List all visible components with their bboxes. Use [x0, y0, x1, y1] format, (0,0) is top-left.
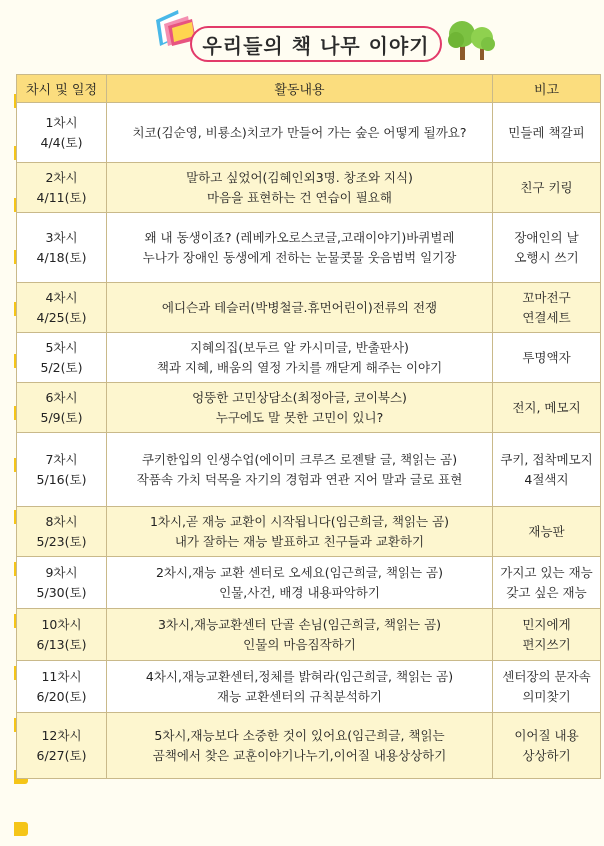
activity-cell [107, 557, 493, 609]
activity-line: 누나가 장애인 동생에게 전하는 눈물콧물 웃음범벅 일기장 [142, 249, 457, 265]
session-date: 6/13(토) [36, 636, 87, 652]
session-cell [17, 213, 107, 283]
table-row [17, 433, 601, 507]
activity-cell [107, 383, 493, 433]
header [0, 0, 604, 72]
note-cell [493, 557, 601, 609]
note-line: 전지, 메모지 [512, 399, 581, 415]
note-cell [493, 283, 601, 333]
activity-line: 인물,사건, 배경 내용파악하기 [219, 584, 380, 600]
note-line: 장애인의 날 [514, 229, 579, 245]
session-cell [17, 333, 107, 383]
activity-cell [107, 163, 493, 213]
session-date: 4/11(토) [36, 189, 87, 205]
schedule-table [16, 74, 601, 779]
session-label: 10차시 [41, 616, 82, 632]
session-cell [17, 283, 107, 333]
activity-line: 재능 교환센터의 규칙분석하기 [217, 688, 382, 704]
column-header-note: 비고 [493, 75, 601, 103]
note-line: 4절색지 [524, 471, 569, 487]
table-row [17, 507, 601, 557]
activity-cell [107, 333, 493, 383]
session-label: 9차시 [45, 564, 78, 580]
binder-notch [14, 822, 28, 836]
note-cell [493, 383, 601, 433]
table-row [17, 609, 601, 661]
tree-icon [446, 14, 498, 62]
table-row [17, 103, 601, 163]
activity-line: 지혜의집(보두르 알 카시미글, 반출판사) [190, 339, 409, 355]
activity-cell [107, 507, 493, 557]
session-date: 4/4(토) [40, 134, 83, 150]
note-line: 오행시 쓰기 [514, 249, 579, 265]
table-row [17, 213, 601, 283]
page-title: 우리들의 책 나무 이야기 [202, 33, 430, 58]
session-label: 1차시 [45, 114, 78, 130]
table-row [17, 557, 601, 609]
note-line: 의미찾기 [522, 688, 571, 704]
session-label: 6차시 [45, 389, 78, 405]
session-cell [17, 507, 107, 557]
note-cell [493, 713, 601, 779]
note-cell [493, 609, 601, 661]
note-line: 민들레 책갈피 [508, 124, 585, 140]
note-line: 상상하기 [522, 747, 571, 763]
session-cell [17, 383, 107, 433]
column-header-activity: 활동내용 [107, 75, 493, 103]
schedule-board [14, 74, 600, 832]
session-date: 5/30(토) [36, 584, 87, 600]
note-line: 갖고 싶은 재능 [506, 584, 587, 600]
session-date: 4/18(토) [36, 249, 87, 265]
session-cell [17, 163, 107, 213]
session-cell [17, 433, 107, 507]
activity-cell [107, 213, 493, 283]
table-header-row [17, 75, 601, 103]
note-cell [493, 507, 601, 557]
session-date: 4/25(토) [36, 309, 87, 325]
activity-line: 엉뚱한 고민상담소(최정아글, 코이북스) [192, 389, 407, 405]
activity-line: 5차시,재능보다 소중한 것이 있어요(임근희글, 책읽는 [154, 727, 445, 743]
activity-cell [107, 433, 493, 507]
session-cell [17, 557, 107, 609]
table-row [17, 661, 601, 713]
session-label: 7차시 [45, 451, 78, 467]
activity-line: 치코(김순영, 비룡소)치코가 만들어 가는 숲은 어떻게 될까요? [132, 124, 467, 140]
activity-cell [107, 103, 493, 163]
session-date: 6/27(토) [36, 747, 87, 763]
note-line: 편지쓰기 [522, 636, 571, 652]
session-label: 8차시 [45, 513, 78, 529]
note-cell [493, 433, 601, 507]
note-line: 가지고 있는 재능 [500, 564, 593, 580]
session-date: 5/9(토) [40, 409, 83, 425]
table-row [17, 283, 601, 333]
note-cell [493, 333, 601, 383]
activity-line: 작품속 가치 덕목을 자기의 경험과 연관 지어 말과 글로 표현 [136, 471, 463, 487]
session-date: 5/23(토) [36, 533, 87, 549]
activity-line: 마음을 표현하는 건 연습이 필요해 [207, 189, 392, 205]
session-label: 5차시 [45, 339, 78, 355]
activity-line: 3차시,재능교환센터 단골 손님(임근희글, 책읽는 곰) [157, 616, 442, 632]
activity-line: 쿠키한입의 인생수업(에이미 크루즈 로젠탈 글, 책읽는 곰) [141, 451, 458, 467]
session-cell [17, 661, 107, 713]
activity-cell [107, 609, 493, 661]
activity-line: 곰책에서 찾은 교훈이야기나누기,이어질 내용상상하기 [152, 747, 447, 763]
activity-line: 책과 지혜, 배움의 열정 가치를 깨닫게 해주는 이야기 [156, 359, 443, 375]
activity-line: 2차시,재능 교환 센터로 오세요(임근희글, 책읽는 곰) [155, 564, 444, 580]
note-line: 투명액자 [522, 349, 571, 365]
activity-line: 에디슨과 테슬러(박병철글.휴먼어린이)전류의 전쟁 [161, 299, 438, 315]
activity-line: 누구에도 말 못한 고민이 있니? [215, 409, 384, 425]
table-row [17, 713, 601, 779]
session-label: 12차시 [41, 727, 82, 743]
session-label: 3차시 [45, 229, 78, 245]
note-cell [493, 213, 601, 283]
note-line: 꼬마전구 [522, 289, 571, 305]
session-date: 6/20(토) [36, 688, 87, 704]
note-line: 민지에게 [522, 616, 571, 632]
activity-line: 말하고 싶었어(김혜인외3명. 창조와 지식) [186, 169, 413, 185]
session-label: 4차시 [45, 289, 78, 305]
activity-line: 인물의 마음짐작하기 [243, 636, 356, 652]
note-cell [493, 103, 601, 163]
note-line: 재능판 [528, 523, 565, 539]
note-line: 이어질 내용 [514, 727, 579, 743]
session-date: 5/2(토) [40, 359, 83, 375]
table-row [17, 163, 601, 213]
session-date: 5/16(토) [36, 471, 87, 487]
column-header-session: 차시 및 일정 [17, 75, 107, 103]
session-label: 2차시 [45, 169, 78, 185]
note-cell [493, 661, 601, 713]
activity-line: 내가 잘하는 재능 발표하고 친구들과 교환하기 [174, 533, 425, 549]
note-line: 친구 키링 [520, 179, 573, 195]
note-line: 연결세트 [522, 309, 571, 325]
session-label: 11차시 [41, 668, 82, 684]
note-cell [493, 163, 601, 213]
title-banner [190, 26, 442, 62]
activity-cell [107, 661, 493, 713]
session-cell [17, 609, 107, 661]
table-row [17, 383, 601, 433]
activity-cell [107, 713, 493, 779]
table-row [17, 333, 601, 383]
session-cell [17, 103, 107, 163]
note-line: 센터장의 문자속 [502, 668, 591, 684]
activity-line: 왜 내 동생이죠? (레베카오로스코글,고래이야기)바퀴벌레 [144, 229, 455, 245]
activity-cell [107, 283, 493, 333]
activity-line: 1차시,곧 재능 교환이 시작됩니다(임근희글, 책읽는 곰) [149, 513, 450, 529]
note-line: 쿠키, 접착메모지 [500, 451, 593, 467]
activity-line: 4차시,재능교환센터,정체를 밝혀라(임근희글, 책읽는 곰) [145, 668, 454, 684]
session-cell [17, 713, 107, 779]
